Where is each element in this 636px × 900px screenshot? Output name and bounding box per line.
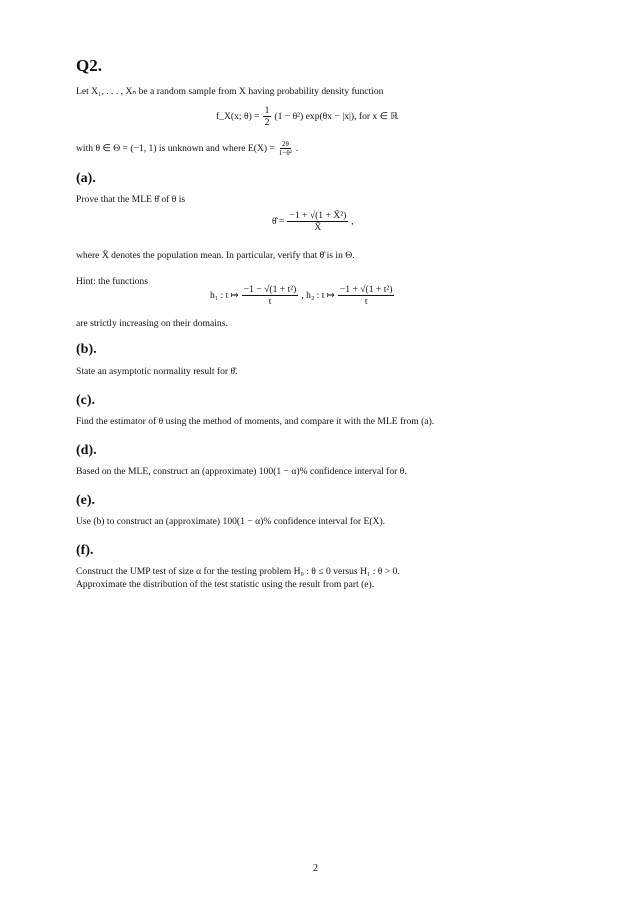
pdf-rhs: (1 − θ²) exp(θx − |x|), for x ∈ ℝ bbox=[274, 111, 399, 122]
pdf-equation bbox=[216, 105, 398, 128]
h1-lhs: h₁ : t ↦ bbox=[210, 290, 239, 301]
ex-end: . bbox=[295, 142, 299, 154]
h2-den: t bbox=[364, 296, 368, 307]
section-d-text: Based on the MLE, construct an (approximate) 100(1 − α)% confidence interval for θ. bbox=[76, 466, 407, 477]
hint-equation bbox=[210, 284, 394, 307]
mle-num: −1 + √(1 + X̄²) bbox=[289, 210, 347, 221]
pdf-frac-num: 1 bbox=[264, 105, 270, 116]
mle-equation bbox=[272, 210, 354, 233]
h1-den: t bbox=[268, 296, 272, 307]
section-b-text: State an asymptotic normality result for θ̂. bbox=[76, 366, 238, 377]
mle-fraction bbox=[287, 210, 348, 233]
ex-num: 2θ bbox=[281, 140, 289, 148]
param-line bbox=[76, 140, 298, 157]
section-a-label: (a). bbox=[76, 171, 96, 186]
mle-comma: , bbox=[351, 216, 354, 227]
intro-text: Let X₁, . . . , Xₙ be a random sample from X having probability density function bbox=[76, 86, 384, 97]
ex-fraction bbox=[277, 140, 294, 157]
param-text: with θ ∈ Θ = (−1, 1) is unknown and where E(X) = bbox=[76, 142, 275, 154]
pdf-frac-den: 2 bbox=[264, 117, 270, 128]
section-c-label: (c). bbox=[76, 393, 96, 408]
section-c-text: Find the estimator of θ using the method of moments, and compare it with the MLE from (a). bbox=[76, 416, 435, 427]
ex-den: 1−θ² bbox=[278, 149, 292, 157]
section-a-text: Prove that the MLE θ̂ of θ is bbox=[76, 194, 186, 205]
hint-end-text: are strictly increasing on their domains. bbox=[76, 318, 228, 329]
h1-fraction bbox=[242, 284, 299, 307]
section-d-label: (d). bbox=[76, 443, 97, 458]
section-a-where: where X̄ denotes the population mean. In particular, verify that θ̂ is in Θ. bbox=[76, 250, 355, 261]
h1-num: −1 − √(1 + t²) bbox=[243, 284, 297, 295]
mle-den: X̄ bbox=[314, 222, 322, 233]
section-f-text-2: Approximate the distribution of the test statistic using the result from part (e). bbox=[76, 579, 375, 590]
page-number: 2 bbox=[313, 863, 318, 874]
h2-num: −1 + √(1 + t²) bbox=[339, 284, 393, 295]
mle-lhs: θ̂ = bbox=[272, 216, 285, 227]
section-f-label: (f). bbox=[76, 543, 94, 558]
section-b-label: (b). bbox=[76, 342, 97, 357]
section-f-text-1: Construct the UMP test of size α for the testing problem H₀ : θ ≤ 0 versus H₁ : θ > 0. bbox=[76, 566, 400, 577]
hint-text: Hint: the functions bbox=[76, 276, 148, 287]
pdf-fraction bbox=[263, 105, 272, 128]
section-e-label: (e). bbox=[76, 493, 96, 508]
section-e-text: Use (b) to construct an (approximate) 100(1 − α)% confidence interval for E(X). bbox=[76, 516, 386, 527]
pdf-lhs: f_X(x; θ) = bbox=[216, 111, 260, 122]
h2-fraction bbox=[338, 284, 395, 307]
h2-lhs: , h₂ : t ↦ bbox=[301, 290, 335, 301]
question-title: Q2. bbox=[76, 56, 102, 75]
